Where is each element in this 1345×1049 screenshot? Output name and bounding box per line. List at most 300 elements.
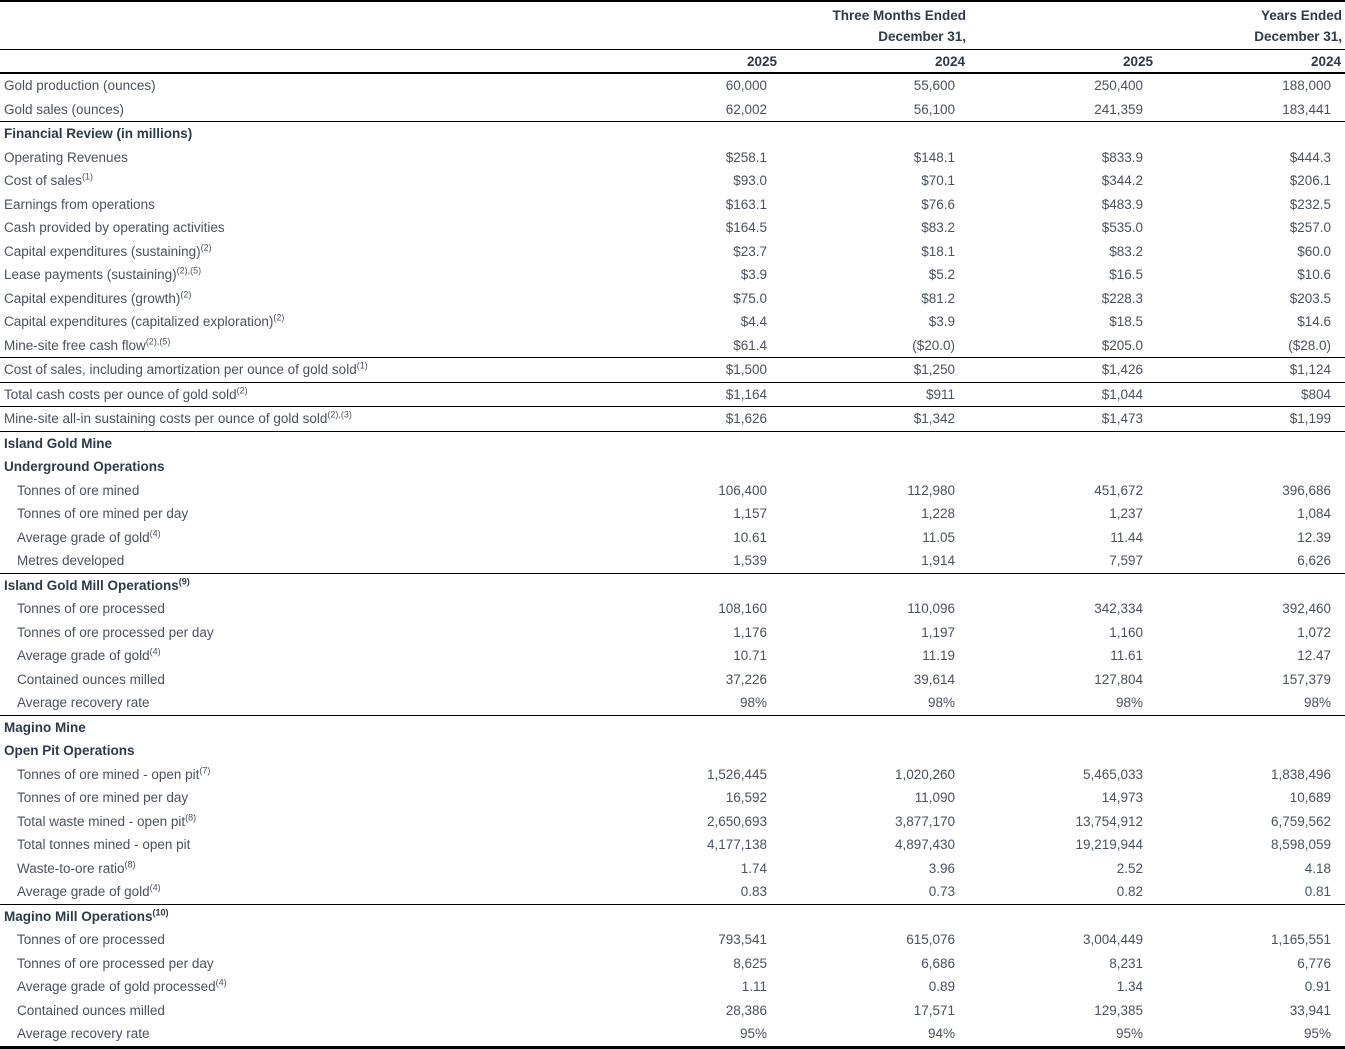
row-label-cell: [0, 358, 593, 383]
value-cell: $1,250: [781, 358, 969, 383]
row-label-cell: [0, 240, 593, 264]
value-cell: $203.5: [1289, 290, 1332, 306]
section-row: [0, 904, 1345, 928]
value-cell: 1.11: [741, 979, 767, 995]
row-label-text: Open Pit Operations: [4, 743, 135, 759]
footnote-ref: (2),(5): [145, 336, 171, 347]
value-cell: [1157, 904, 1345, 928]
section-label-cell: [0, 431, 593, 455]
value-cell: $1,426: [969, 358, 1157, 383]
value-cell: 1,176: [733, 624, 767, 640]
table-row: [0, 644, 1345, 668]
value-cell: [969, 739, 1157, 763]
table-row: [0, 975, 1345, 999]
table-row: [0, 73, 1345, 98]
value-cell: 55,600: [913, 78, 956, 94]
row-label-text: Magino Mine: [4, 719, 86, 735]
quarter-period-header: [593, 1, 969, 50]
year-header-q-2024: 2024: [781, 50, 969, 74]
value-cell: 108,160: [718, 601, 767, 617]
footnote-ref: (2): [180, 289, 192, 300]
row-label-cell: [0, 169, 593, 193]
empty-header-cell: [0, 1, 593, 50]
value-cell: [781, 431, 969, 455]
row-label-cell: [0, 691, 593, 715]
row-label-cell: [0, 310, 593, 334]
footnote-ref: (10): [152, 907, 169, 918]
value-cell: 62,002: [725, 101, 767, 117]
table-row: [0, 786, 1345, 810]
row-label-cell: [0, 786, 593, 810]
value-cell: 1.74: [740, 860, 767, 876]
table-row: [0, 263, 1345, 287]
row-label-text: Average recovery rate: [17, 1026, 150, 1042]
value-cell: 1,020,260: [894, 766, 956, 782]
row-label-text: Cash provided by operating activities: [4, 220, 225, 236]
footnote-ref: (1): [356, 360, 368, 371]
row-label-text: Contained ounces milled: [17, 671, 165, 687]
value-cell: 3,004,449: [1082, 932, 1144, 948]
table-row: [0, 621, 1345, 645]
value-cell: 3,877,170: [894, 813, 956, 829]
table-row: [0, 549, 1345, 573]
value-cell: $164.5: [725, 220, 767, 236]
value-cell: 1,160: [1109, 624, 1144, 640]
row-label-cell: [0, 668, 593, 692]
table-row: [0, 193, 1345, 217]
value-cell: 112,980: [907, 482, 956, 498]
row-label-cell: [0, 857, 593, 881]
value-cell: 0.81: [1304, 884, 1332, 900]
value-cell: $23.7: [733, 243, 767, 259]
table-row: [0, 668, 1345, 692]
footnote-ref: (4): [149, 646, 161, 657]
value-cell: 396,686: [1282, 482, 1332, 498]
row-label-text: Gold sales (ounces): [4, 101, 125, 117]
value-cell: [1157, 455, 1345, 479]
row-label-cell: [0, 833, 593, 857]
value-cell: 1,237: [1109, 506, 1144, 522]
row-label-text: Cost of sales, including amortization per ounce of gold sold: [4, 362, 357, 378]
row-label-cell: [0, 1022, 593, 1047]
value-cell: 6,759,562: [1270, 813, 1332, 829]
table-row: [0, 98, 1345, 122]
value-cell: $1,124: [1157, 358, 1345, 383]
table-row: [0, 833, 1345, 857]
value-cell: 33,941: [1289, 1002, 1332, 1018]
value-cell: [593, 455, 781, 479]
row-label-cell: [0, 644, 593, 668]
table-row: [0, 146, 1345, 170]
section-label-cell: [0, 739, 593, 763]
value-cell: [781, 122, 969, 146]
value-cell: 0.83: [740, 884, 767, 900]
row-label-cell: [0, 975, 593, 999]
value-cell: 1,539: [733, 553, 767, 569]
row-label-text: Operating Revenues: [4, 149, 128, 165]
value-cell: 1,197: [921, 624, 956, 640]
footnote-ref: (2),(3): [327, 409, 352, 420]
quarter-period-line1: Three Months Ended: [832, 8, 967, 23]
value-cell: [781, 573, 969, 597]
value-cell: 188,000: [1282, 78, 1332, 94]
table-body: [0, 73, 1345, 1047]
row-label-text: Total tonnes mined - open pit: [17, 837, 191, 853]
row-label-text: Island Gold Mine: [4, 435, 113, 451]
row-label-cell: [0, 479, 593, 503]
value-cell: 16,592: [725, 790, 767, 806]
row-label-cell: [0, 98, 593, 122]
value-cell: $1,626: [593, 407, 781, 432]
value-cell: $1,199: [1157, 407, 1345, 432]
footnote-ref: (2): [200, 242, 212, 253]
annual-period-line2: December 31,: [1254, 29, 1343, 44]
value-cell: [969, 715, 1157, 739]
table-row: [0, 334, 1345, 358]
value-cell: 0.91: [1304, 979, 1332, 995]
value-cell: $535.0: [1101, 220, 1144, 236]
row-label-text: Total waste mined - open pit: [17, 813, 186, 829]
table-row: [0, 479, 1345, 503]
empty-header-cell: [0, 50, 593, 74]
annual-period-header: [969, 1, 1345, 50]
value-cell: 19,219,944: [1075, 837, 1144, 853]
row-label-text: Tonnes of ore processed: [17, 601, 165, 617]
row-label-cell: [0, 999, 593, 1023]
value-cell: $75.0: [733, 290, 767, 306]
value-cell: 11,090: [914, 790, 956, 806]
value-cell: $205.0: [1101, 337, 1144, 353]
table-row: [0, 810, 1345, 834]
value-cell: 28,386: [725, 1002, 767, 1018]
row-label-text: Total cash costs per ounce of gold sold: [4, 386, 237, 402]
table-row: [0, 1022, 1345, 1047]
row-label-cell: [0, 334, 593, 358]
section-label-cell: [0, 573, 593, 597]
row-label-cell: [0, 193, 593, 217]
footnote-ref: (4): [215, 977, 227, 988]
value-cell: 98%: [1115, 695, 1144, 711]
table-row: [0, 999, 1345, 1023]
value-cell: $4.4: [740, 314, 767, 330]
value-cell: 37,226: [725, 671, 767, 687]
value-cell: $1,500: [593, 358, 781, 383]
value-cell: 60,000: [725, 78, 767, 94]
value-cell: 4,897,430: [894, 837, 956, 853]
row-label-cell: [0, 928, 593, 952]
value-cell: $18.5: [1109, 314, 1144, 330]
footnote-ref: (8): [124, 859, 136, 870]
row-label-text: Average grade of gold: [17, 529, 150, 545]
row-label-text: Tonnes of ore mined: [17, 482, 140, 498]
value-cell: 250,400: [1094, 78, 1144, 94]
value-cell: 11.05: [922, 529, 956, 545]
row-label-cell: [0, 407, 593, 432]
value-cell: [1157, 431, 1345, 455]
value-cell: $228.3: [1101, 290, 1144, 306]
year-header-y-2024: 2024: [1157, 50, 1345, 74]
value-cell: $83.2: [921, 220, 956, 236]
value-cell: [969, 122, 1157, 146]
value-cell: [1157, 739, 1345, 763]
section-row: [0, 573, 1345, 597]
row-label-text: Tonnes of ore mined per day: [17, 506, 189, 522]
value-cell: 10,689: [1289, 790, 1332, 806]
row-label-text: Mine-site all-in sustaining costs per ounce of gold sold: [4, 411, 328, 427]
footnote-ref: (9): [178, 576, 190, 587]
value-cell: $804: [1157, 382, 1345, 407]
row-label-text: Magino Mill Operations: [4, 908, 153, 924]
value-cell: 241,359: [1094, 101, 1144, 117]
footnote-ref: (4): [149, 882, 161, 893]
value-cell: $1,473: [969, 407, 1157, 432]
row-label-cell: [0, 502, 593, 526]
value-cell: 127,804: [1094, 671, 1144, 687]
value-cell: 1,838,496: [1270, 766, 1332, 782]
section-row: [0, 715, 1345, 739]
annual-period-line1: Years Ended: [1260, 8, 1343, 23]
row-label-cell: [0, 810, 593, 834]
table-row: [0, 597, 1345, 621]
value-cell: $81.2: [921, 290, 956, 306]
value-cell: 183,441: [1282, 101, 1332, 117]
value-cell: $83.2: [1109, 243, 1144, 259]
section-label-cell: [0, 715, 593, 739]
row-label-cell: [0, 287, 593, 311]
table-row: [0, 216, 1345, 240]
row-label-cell: [0, 952, 593, 976]
row-label-cell: [0, 597, 593, 621]
value-cell: 95%: [1303, 1026, 1332, 1042]
value-cell: 1,165,551: [1270, 932, 1332, 948]
value-cell: $257.0: [1289, 220, 1332, 236]
row-label-text: Tonnes of ore processed per day: [17, 624, 214, 640]
row-label-text: Average grade of gold processed: [17, 979, 216, 995]
value-cell: $1,342: [781, 407, 969, 432]
table-row: [0, 382, 1345, 407]
value-cell: $483.9: [1101, 196, 1144, 212]
row-label-text: Financial Review (in millions): [4, 126, 193, 142]
table-row: [0, 763, 1345, 787]
section-label-cell: [0, 455, 593, 479]
table-row: [0, 502, 1345, 526]
value-cell: 11.61: [1110, 648, 1144, 664]
year-header-y-2025: 2025: [969, 50, 1157, 74]
value-cell: 12.47: [1297, 648, 1332, 664]
value-cell: [969, 455, 1157, 479]
row-label-cell: [0, 621, 593, 645]
value-cell: 6,776: [1297, 955, 1332, 971]
value-cell: 1,914: [921, 553, 956, 569]
value-cell: $911: [781, 382, 969, 407]
value-cell: $60.0: [1297, 243, 1332, 259]
footnote-ref: (2),(5): [176, 265, 202, 276]
value-cell: 342,334: [1094, 601, 1144, 617]
table-row: [0, 952, 1345, 976]
value-cell: 2.52: [1116, 860, 1144, 876]
row-label-text: Average recovery rate: [17, 695, 150, 711]
value-cell: [1157, 573, 1345, 597]
value-cell: 8,231: [1109, 955, 1144, 971]
table-row: [0, 358, 1345, 383]
year-header-q-2025: 2025: [593, 50, 781, 74]
row-label-text: Tonnes of ore processed: [17, 932, 165, 948]
value-cell: $70.1: [921, 173, 956, 189]
value-cell: $833.9: [1101, 149, 1144, 165]
value-cell: [969, 904, 1157, 928]
value-cell: [593, 904, 781, 928]
value-cell: 157,379: [1282, 671, 1332, 687]
value-cell: [781, 904, 969, 928]
value-cell: 98%: [1303, 695, 1332, 711]
row-label-text: Underground Operations: [4, 459, 165, 475]
section-row: [0, 122, 1345, 146]
row-label-text: Mine-site free cash flow: [4, 337, 146, 353]
value-cell: $5.2: [928, 267, 956, 283]
table-row: [0, 928, 1345, 952]
value-cell: $14.6: [1297, 314, 1332, 330]
section-row: [0, 739, 1345, 763]
table-row: [0, 857, 1345, 881]
footnote-ref: (2): [236, 385, 248, 396]
row-label-text: Average grade of gold: [17, 648, 150, 664]
section-row: [0, 455, 1345, 479]
quarter-period-line2: December 31,: [878, 29, 967, 44]
value-cell: [781, 455, 969, 479]
row-label-cell: [0, 880, 593, 904]
value-cell: 0.73: [928, 884, 956, 900]
row-label-cell: [0, 146, 593, 170]
value-cell: 56,100: [913, 101, 956, 117]
value-cell: 4.18: [1304, 860, 1332, 876]
footnote-ref: (1): [82, 171, 94, 182]
value-cell: $206.1: [1289, 173, 1332, 189]
value-cell: 110,096: [907, 601, 956, 617]
row-label-text: Earnings from operations: [4, 196, 155, 212]
footnote-ref: (4): [149, 528, 161, 539]
value-cell: 98%: [739, 695, 767, 711]
table-row: [0, 310, 1345, 334]
value-cell: $76.6: [921, 196, 956, 212]
table-row: [0, 880, 1345, 904]
value-cell: $18.1: [921, 243, 956, 259]
period-header-row: [0, 1, 1345, 50]
table-row: [0, 526, 1345, 550]
value-cell: 0.89: [928, 979, 956, 995]
value-cell: $163.1: [725, 196, 767, 212]
value-cell: 94%: [927, 1026, 956, 1042]
value-cell: [781, 715, 969, 739]
value-cell: 8,598,059: [1270, 837, 1332, 853]
row-label-cell: [0, 549, 593, 573]
value-cell: $93.0: [733, 173, 767, 189]
value-cell: 1,526,445: [706, 766, 767, 782]
value-cell: 1.34: [1116, 979, 1144, 995]
value-cell: ($28.0): [1288, 337, 1332, 353]
value-cell: [969, 431, 1157, 455]
value-cell: 3.96: [928, 860, 956, 876]
footnote-ref: (7): [199, 765, 211, 776]
row-label-text: Contained ounces milled: [17, 1002, 165, 1018]
value-cell: 1,157: [733, 506, 767, 522]
value-cell: $3.9: [740, 267, 767, 283]
row-label-text: Island Gold Mill Operations: [4, 577, 179, 593]
value-cell: 8,625: [733, 955, 767, 971]
value-cell: 1,084: [1297, 506, 1332, 522]
value-cell: $1,164: [593, 382, 781, 407]
row-label-text: Gold production (ounces): [4, 78, 156, 94]
section-label-cell: [0, 122, 593, 146]
row-label-text: Capital expenditures (growth): [4, 290, 181, 306]
row-label-text: Tonnes of ore processed per day: [17, 955, 214, 971]
table-row: [0, 240, 1345, 264]
value-cell: 98%: [927, 695, 956, 711]
value-cell: 14,973: [1101, 790, 1144, 806]
value-cell: 6,686: [921, 955, 956, 971]
value-cell: [1157, 122, 1345, 146]
value-cell: $3.9: [928, 314, 956, 330]
value-cell: 0.82: [1116, 884, 1144, 900]
value-cell: 95%: [1115, 1026, 1144, 1042]
value-cell: $258.1: [725, 149, 767, 165]
value-cell: 12.39: [1297, 529, 1332, 545]
value-cell: ($20.0): [912, 337, 956, 353]
value-cell: $444.3: [1289, 149, 1332, 165]
value-cell: $148.1: [913, 149, 956, 165]
value-cell: $1,044: [969, 382, 1157, 407]
value-cell: 451,672: [1094, 482, 1144, 498]
value-cell: [781, 739, 969, 763]
value-cell: 106,400: [718, 482, 767, 498]
row-label-text: Tonnes of ore mined - open pit: [17, 766, 200, 782]
value-cell: 2,650,693: [706, 813, 767, 829]
row-label-cell: [0, 216, 593, 240]
value-cell: [1157, 715, 1345, 739]
row-label-text: Capital expenditures (sustaining): [4, 243, 201, 259]
value-cell: $61.4: [733, 337, 767, 353]
value-cell: [593, 122, 781, 146]
value-cell: 1,072: [1297, 624, 1332, 640]
row-label-cell: [0, 73, 593, 98]
value-cell: 4,177,138: [706, 837, 767, 853]
value-cell: 7,597: [1109, 553, 1144, 569]
value-cell: 95%: [739, 1026, 767, 1042]
row-label-text: Tonnes of ore mined per day: [17, 790, 189, 806]
value-cell: 615,076: [906, 932, 956, 948]
value-cell: [593, 573, 781, 597]
value-cell: 1,228: [921, 506, 956, 522]
value-cell: 11.44: [1110, 529, 1144, 545]
footnote-ref: (8): [185, 812, 197, 823]
row-label-text: Lease payments (sustaining): [4, 267, 177, 283]
table-row: [0, 169, 1345, 193]
value-cell: [593, 431, 781, 455]
table-row: [0, 287, 1345, 311]
value-cell: 5,465,033: [1082, 766, 1144, 782]
value-cell: $10.6: [1297, 267, 1332, 283]
value-cell: [969, 573, 1157, 597]
value-cell: $344.2: [1101, 173, 1144, 189]
value-cell: 129,385: [1094, 1002, 1144, 1018]
value-cell: $16.5: [1109, 267, 1144, 283]
value-cell: 392,460: [1282, 601, 1332, 617]
year-header-row: [0, 50, 1345, 74]
section-row: [0, 431, 1345, 455]
row-label-cell: [0, 263, 593, 287]
value-cell: [593, 739, 781, 763]
table-row: [0, 407, 1345, 432]
row-label-text: Metres developed: [17, 553, 125, 569]
